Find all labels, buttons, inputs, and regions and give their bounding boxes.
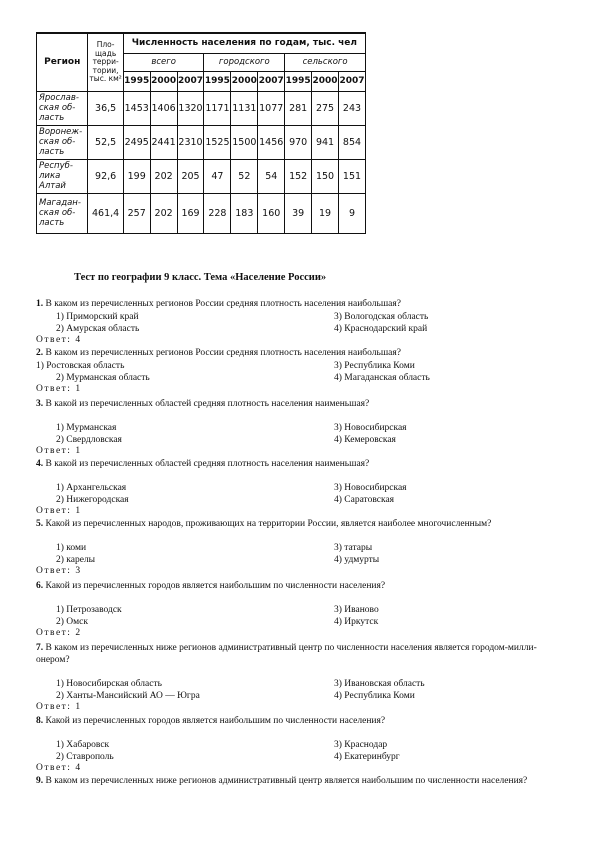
- question-text: [36, 775, 556, 787]
- question-text: [36, 458, 556, 470]
- answer: Ответ: 1: [36, 446, 82, 456]
- question-number: 5.: [36, 519, 44, 529]
- region-name: Воронеж- ская об- ласть: [37, 125, 88, 159]
- question-text: [36, 518, 556, 530]
- region-area: 36,5: [88, 91, 123, 125]
- option-2: 2) Мурманская область: [56, 373, 150, 383]
- option-4: 4) Республика Коми: [334, 691, 415, 701]
- population-value: 183: [231, 193, 258, 233]
- option-2: 2) Свердловская: [56, 435, 122, 445]
- option-2: 2) Ханты-Мансийский АО — Югра: [56, 691, 200, 701]
- population-value: 152: [285, 159, 312, 193]
- year-header: 2000: [150, 71, 177, 91]
- option-1: 1) Приморский край: [56, 312, 139, 322]
- population-value: 1453: [123, 91, 150, 125]
- population-value: 1320: [177, 91, 204, 125]
- answer: Ответ: 1: [36, 702, 82, 712]
- option-3: 3) Ивановская область: [334, 679, 425, 689]
- option-4: 4) Екатеринбург: [334, 752, 400, 762]
- answer: Ответ: 1: [36, 506, 82, 516]
- header-region: Регион: [37, 33, 88, 91]
- question-body: В какой из перечисленных областей средняя плотность населения наименьшая?: [45, 459, 370, 469]
- option-2: 2) Ставрополь: [56, 752, 114, 762]
- option-3: 3) Вологодская область: [334, 312, 429, 322]
- population-value: 1456: [258, 125, 285, 159]
- header-total: всего: [123, 53, 204, 71]
- question-body: Какой из перечисленных народов, проживающих на территории России, является наиболее многочисленным?: [45, 519, 492, 529]
- option-2: 2) Нижегородская: [56, 495, 129, 505]
- year-header: 2000: [231, 71, 258, 91]
- question-text: [36, 347, 556, 359]
- population-value: 169: [177, 193, 204, 233]
- option-1: 1) Петрозаводск: [56, 605, 122, 615]
- option-3: 3) Краснодар: [334, 740, 388, 750]
- population-value: 205: [177, 159, 204, 193]
- question-number: 9.: [36, 776, 44, 786]
- option-3: 3) Иваново: [334, 605, 379, 615]
- option-3: 3) татары: [334, 543, 373, 553]
- question-number: 6.: [36, 581, 44, 591]
- question-body: В какой из перечисленных областей средняя плотность населения наименьшая?: [45, 399, 370, 409]
- option-4: 4) Кемеровская: [334, 435, 396, 445]
- population-value: 854: [339, 125, 366, 159]
- population-value: 39: [285, 193, 312, 233]
- question-number: 7.: [36, 643, 44, 653]
- year-header: 1995: [123, 71, 150, 91]
- option-3: 3) Республика Коми: [334, 361, 415, 371]
- region-area: 92,6: [88, 159, 123, 193]
- question-body: В каком из перечисленных регионов России средняя плотность населения наибольшая?: [45, 299, 401, 309]
- header-urban: городского: [204, 53, 285, 71]
- population-value: 970: [285, 125, 312, 159]
- option-2: 2) Омск: [56, 617, 88, 627]
- option-3: 3) Новосибирская: [334, 423, 407, 433]
- population-value: 281: [285, 91, 312, 125]
- question-number: 1.: [36, 299, 44, 309]
- year-header: 1995: [204, 71, 231, 91]
- question-body: Какой из перечисленных городов является наибольшим по численности населения?: [45, 581, 386, 591]
- header-rural: сельского: [285, 53, 366, 71]
- table-row: [37, 125, 366, 159]
- region-area: 52,5: [88, 125, 123, 159]
- question-body: В каком из перечисленных регионов России средняя плотность населения наибольшая?: [45, 348, 401, 358]
- year-header: 2007: [177, 71, 204, 91]
- year-header: 2000: [312, 71, 339, 91]
- population-value: 243: [339, 91, 366, 125]
- region-name: Респуб- лика Алтай: [37, 159, 88, 193]
- question-number: 8.: [36, 716, 44, 726]
- population-value: 1131: [231, 91, 258, 125]
- population-value: 257: [123, 193, 150, 233]
- population-value: 941: [312, 125, 339, 159]
- population-value: 202: [150, 193, 177, 233]
- table-row: [37, 91, 366, 125]
- option-4: 4) Магаданская область: [334, 373, 430, 383]
- population-value: 199: [123, 159, 150, 193]
- question-text: [36, 398, 556, 410]
- answer: Ответ: 1: [36, 384, 82, 394]
- year-header: 2007: [258, 71, 285, 91]
- question-text: [36, 580, 556, 592]
- option-4: 4) удмурты: [334, 555, 380, 565]
- region-name: Магадан- ская об- ласть: [37, 193, 88, 233]
- region-area: 461,4: [88, 193, 123, 233]
- population-value: 2441: [150, 125, 177, 159]
- test-title: Тест по географии 9 класс. Тема «Население России»: [74, 272, 327, 283]
- population-value: 228: [204, 193, 231, 233]
- question-number: 3.: [36, 399, 44, 409]
- question-body: В каком из перечисленных ниже регионов административный центр по численности населения является городом-милли-: [45, 643, 537, 653]
- answer: Ответ: 3: [36, 566, 82, 576]
- header-area: Пло- щадь терри- тории, тыс. км²: [88, 33, 123, 91]
- answer: Ответ: 4: [36, 335, 82, 345]
- population-value: 2495: [123, 125, 150, 159]
- population-value: 1171: [204, 91, 231, 125]
- population-value: 150: [312, 159, 339, 193]
- option-4: 4) Саратовская: [334, 495, 395, 505]
- population-value: 1077: [258, 91, 285, 125]
- option-4: 4) Иркутск: [334, 617, 379, 627]
- answer: Ответ: 2: [36, 628, 82, 638]
- option-2: 2) карелы: [56, 555, 96, 565]
- option-1: 1) Хабаровск: [56, 740, 110, 750]
- question-text: [36, 715, 556, 727]
- population-value: 151: [339, 159, 366, 193]
- option-1: 1) Архангельская: [56, 483, 127, 493]
- table-row: [37, 159, 366, 193]
- table-row: [37, 193, 366, 233]
- option-2: 2) Амурская область: [56, 324, 140, 334]
- header-population: Численность населения по годам, тыс. чел: [123, 33, 365, 53]
- population-value: 1525: [204, 125, 231, 159]
- question-body: В каком из перечисленных ниже регионов административный центр является наибольшим по численности населения?: [45, 776, 528, 786]
- population-value: 2310: [177, 125, 204, 159]
- population-value: 52: [231, 159, 258, 193]
- year-header: 1995: [285, 71, 312, 91]
- population-value: 1406: [150, 91, 177, 125]
- option-3: 3) Новосибирская: [334, 483, 407, 493]
- population-value: 19: [312, 193, 339, 233]
- population-value: 54: [258, 159, 285, 193]
- question-text: [36, 642, 556, 654]
- question-number: 4.: [36, 459, 44, 469]
- option-1: 1) Ростовская область: [36, 361, 125, 371]
- option-1: 1) Новосибирская область: [56, 679, 162, 689]
- answer: Ответ: 4: [36, 763, 82, 773]
- question-number: 2.: [36, 348, 44, 358]
- question-text: [36, 298, 556, 310]
- option-4: 4) Краснодарский край: [334, 324, 428, 334]
- population-value: 160: [258, 193, 285, 233]
- population-value: 275: [312, 91, 339, 125]
- population-table: [36, 32, 366, 234]
- option-1: 1) Мурманская: [56, 423, 117, 433]
- population-value: 9: [339, 193, 366, 233]
- question-text-cont: онером?: [36, 655, 70, 665]
- option-1: 1) коми: [56, 543, 87, 553]
- region-name: Ярослав- ская об- ласть: [37, 91, 88, 125]
- population-value: 202: [150, 159, 177, 193]
- year-header: 2007: [339, 71, 366, 91]
- population-value: 1500: [231, 125, 258, 159]
- question-body: Какой из перечисленных городов является наибольшим по численности населения?: [45, 716, 386, 726]
- population-value: 47: [204, 159, 231, 193]
